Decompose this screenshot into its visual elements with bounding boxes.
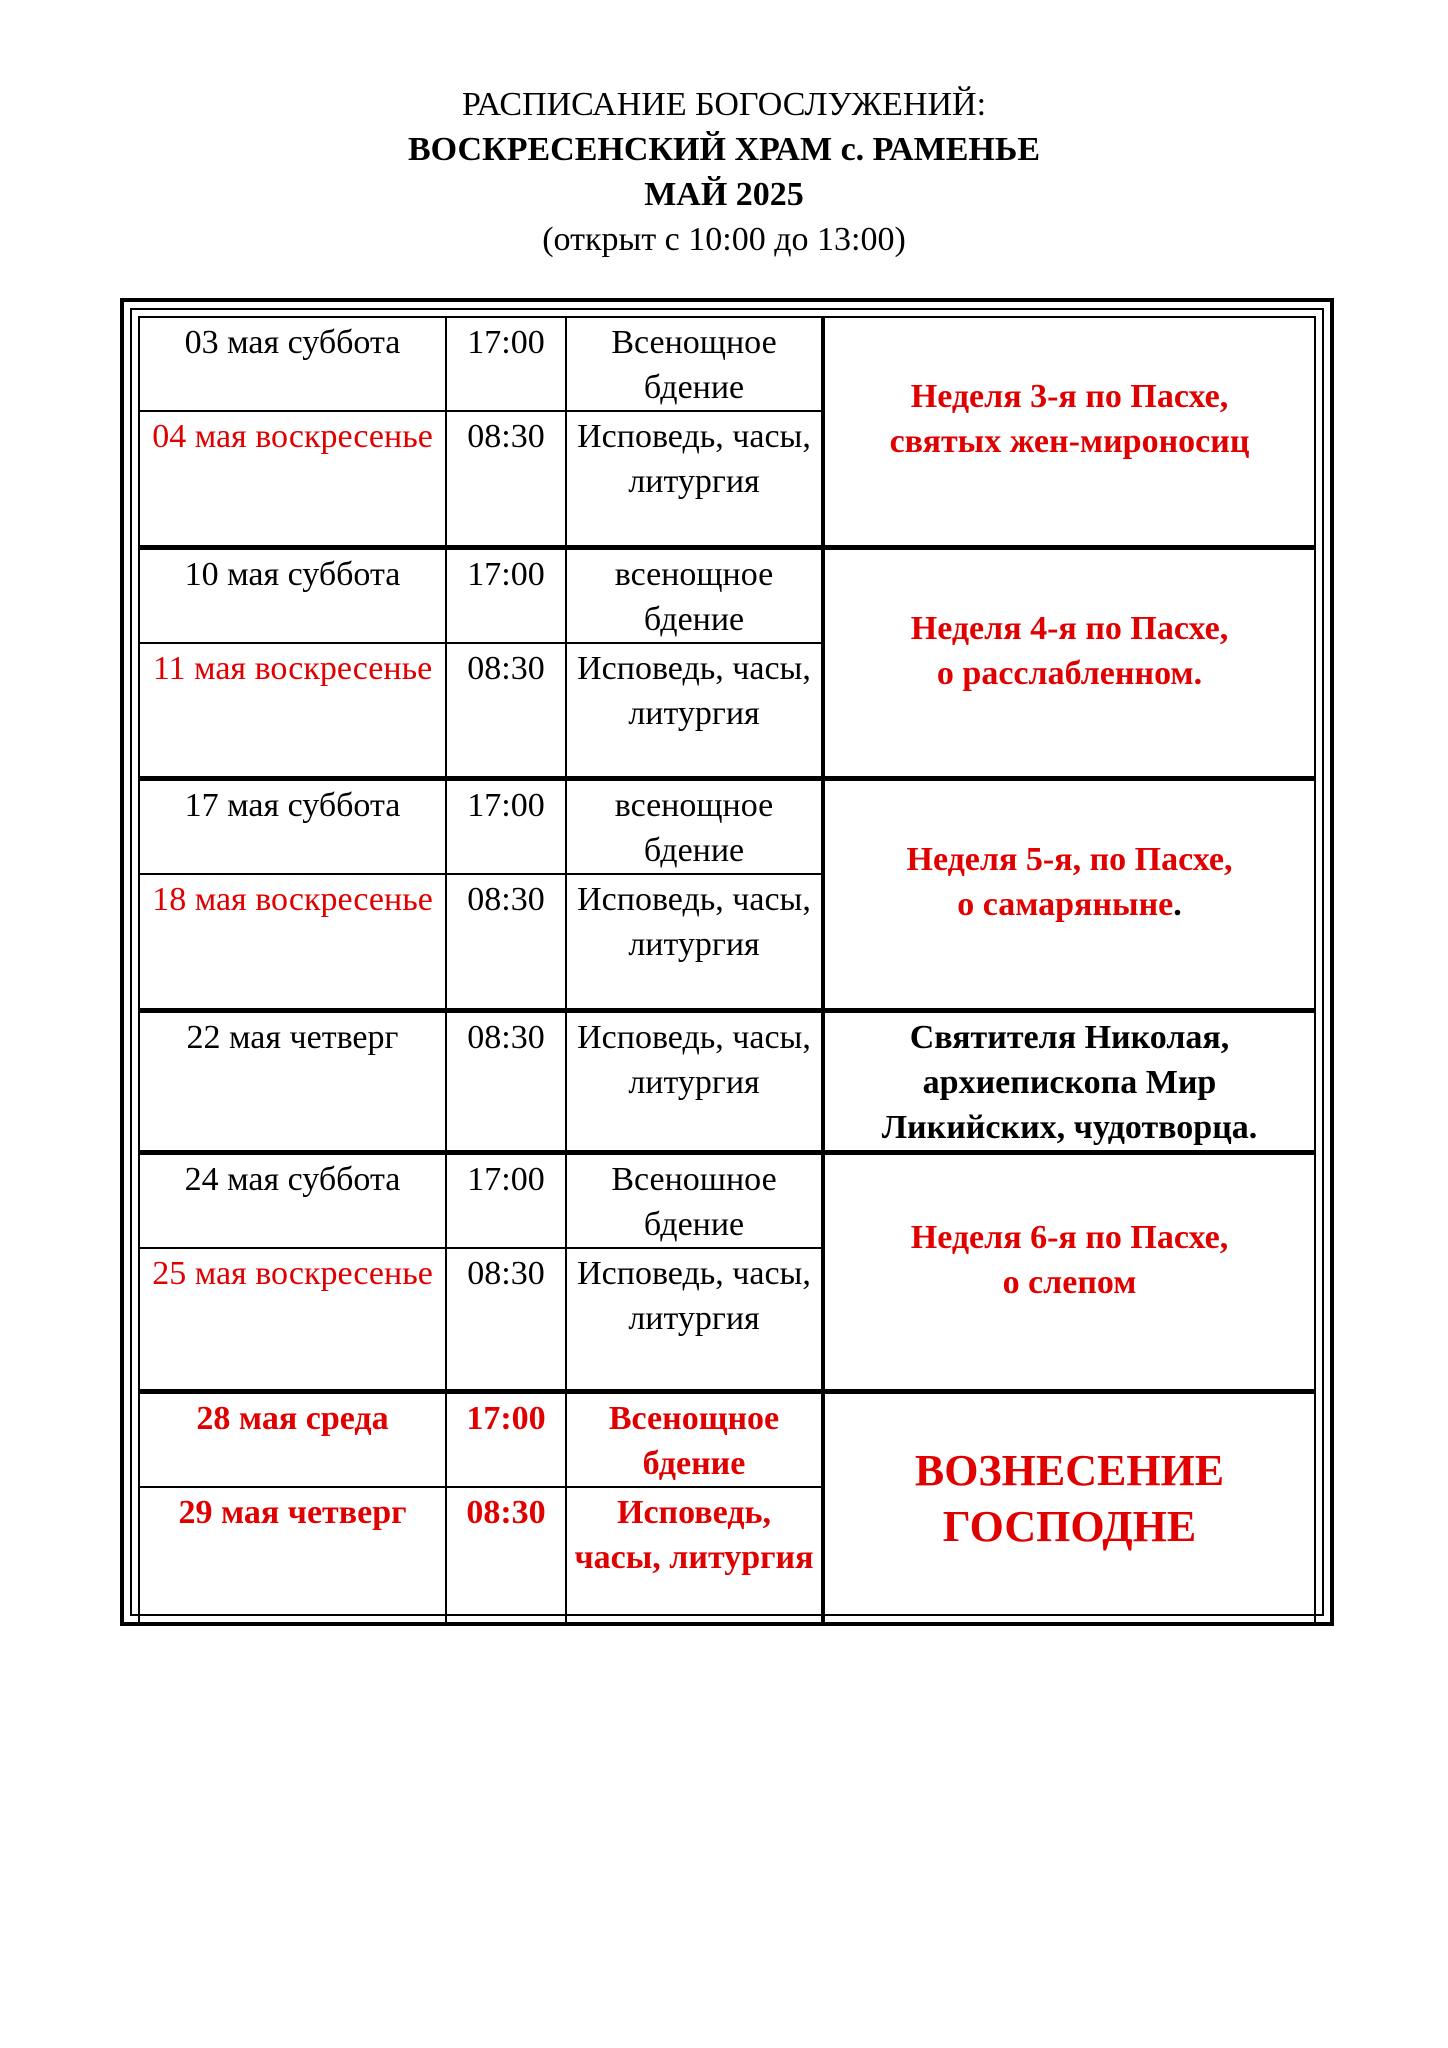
service-cell: всенощное бдение bbox=[566, 547, 823, 643]
service-cell: Всеношное бдение bbox=[566, 1152, 823, 1248]
feast-cell bbox=[823, 547, 1315, 779]
feast-line: святых жен-мироносиц bbox=[889, 423, 1250, 461]
table-row bbox=[139, 779, 1315, 875]
feast-line: архиепископа Мир bbox=[922, 1063, 1217, 1101]
time-cell: 17:00 bbox=[446, 317, 566, 411]
header-church: ВОСКРЕСЕНСКИЙ ХРАМ с. РАМЕНЬЕ bbox=[407, 131, 1041, 168]
feast-line: Неделя 4-я по Пасхе, bbox=[910, 609, 1229, 647]
time-cell: 08:30 bbox=[446, 1010, 566, 1152]
time-cell: 17:00 bbox=[446, 1392, 566, 1488]
date-cell: 10 мая суббота bbox=[139, 547, 446, 643]
time-cell: 08:30 bbox=[446, 1487, 566, 1623]
table-row bbox=[139, 1010, 1315, 1152]
feast-line: о самаряныне bbox=[957, 886, 1174, 924]
date-cell: 17 мая суббота bbox=[139, 779, 446, 875]
feast-line-dot: . bbox=[1173, 886, 1182, 924]
feast-cell bbox=[823, 779, 1315, 1011]
service-cell: Всенощное бдение bbox=[566, 1392, 823, 1488]
feast-line: Неделя 5-я, по Пасхе, bbox=[906, 841, 1233, 879]
time-cell: 17:00 bbox=[446, 779, 566, 875]
schedule-frame bbox=[120, 298, 1334, 1626]
schedule-table bbox=[138, 316, 1316, 1624]
service-cell: Исповедь, часы, литургия bbox=[566, 1248, 823, 1392]
feast-line: Неделя 6-я по Пасхе, bbox=[910, 1218, 1229, 1256]
table-row bbox=[139, 317, 1315, 411]
feast-line: о слепом bbox=[1002, 1263, 1137, 1301]
date-cell: 25 мая воскресенье bbox=[139, 1248, 446, 1392]
time-cell: 17:00 bbox=[446, 1152, 566, 1248]
date-cell: 24 мая суббота bbox=[139, 1152, 446, 1248]
page-header bbox=[0, 82, 1448, 262]
service-cell: Исповедь, часы, литургия bbox=[566, 874, 823, 1010]
service-cell: Исповедь, часы, литургия bbox=[566, 411, 823, 547]
date-cell: 11 мая воскресенье bbox=[139, 643, 446, 779]
date-cell: 29 мая четверг bbox=[139, 1487, 446, 1623]
schedule-frame-inner bbox=[130, 308, 1324, 1616]
service-cell: Всенощное бдение bbox=[566, 317, 823, 411]
time-cell: 08:30 bbox=[446, 643, 566, 779]
service-cell: Исповедь, часы, литургия bbox=[566, 1487, 823, 1623]
time-cell: 08:30 bbox=[446, 1248, 566, 1392]
time-cell: 08:30 bbox=[446, 411, 566, 547]
feast-cell bbox=[823, 1152, 1315, 1392]
header-hours: (открыт с 10:00 до 13:00) bbox=[542, 221, 906, 258]
feast-cell bbox=[823, 1010, 1315, 1152]
feast-line: Святителя Николая, bbox=[909, 1018, 1230, 1056]
feast-line: о расслабленном. bbox=[936, 654, 1203, 692]
service-cell: Исповедь, часы, литургия bbox=[566, 1010, 823, 1152]
service-cell: всенощное бдение bbox=[566, 779, 823, 875]
date-cell: 18 мая воскресенье bbox=[139, 874, 446, 1010]
feast-line: Ликийских, чудотворца. bbox=[881, 1108, 1258, 1146]
service-cell: Исповедь, часы, литургия bbox=[566, 643, 823, 779]
table-row bbox=[139, 1392, 1315, 1488]
date-cell: 04 мая воскресенье bbox=[139, 411, 446, 547]
date-cell: 03 мая суббота bbox=[139, 317, 446, 411]
header-month: МАЙ 2025 bbox=[644, 176, 804, 213]
time-cell: 17:00 bbox=[446, 547, 566, 643]
table-row bbox=[139, 1152, 1315, 1248]
time-cell: 08:30 bbox=[446, 874, 566, 1010]
date-cell: 28 мая среда bbox=[139, 1392, 446, 1488]
header-title: РАСПИСАНИЕ БОГОСЛУЖЕНИЙ: bbox=[461, 86, 987, 123]
date-cell: 22 мая четверг bbox=[139, 1010, 446, 1152]
feast-cell bbox=[823, 317, 1315, 547]
table-row bbox=[139, 547, 1315, 643]
feast-line: Неделя 3-я по Пасхе, bbox=[910, 378, 1229, 416]
feast-line: ГОСПОДНЕ bbox=[942, 1502, 1197, 1551]
feast-line: ВОЗНЕСЕНИЕ bbox=[914, 1446, 1225, 1495]
feast-cell bbox=[823, 1392, 1315, 1624]
